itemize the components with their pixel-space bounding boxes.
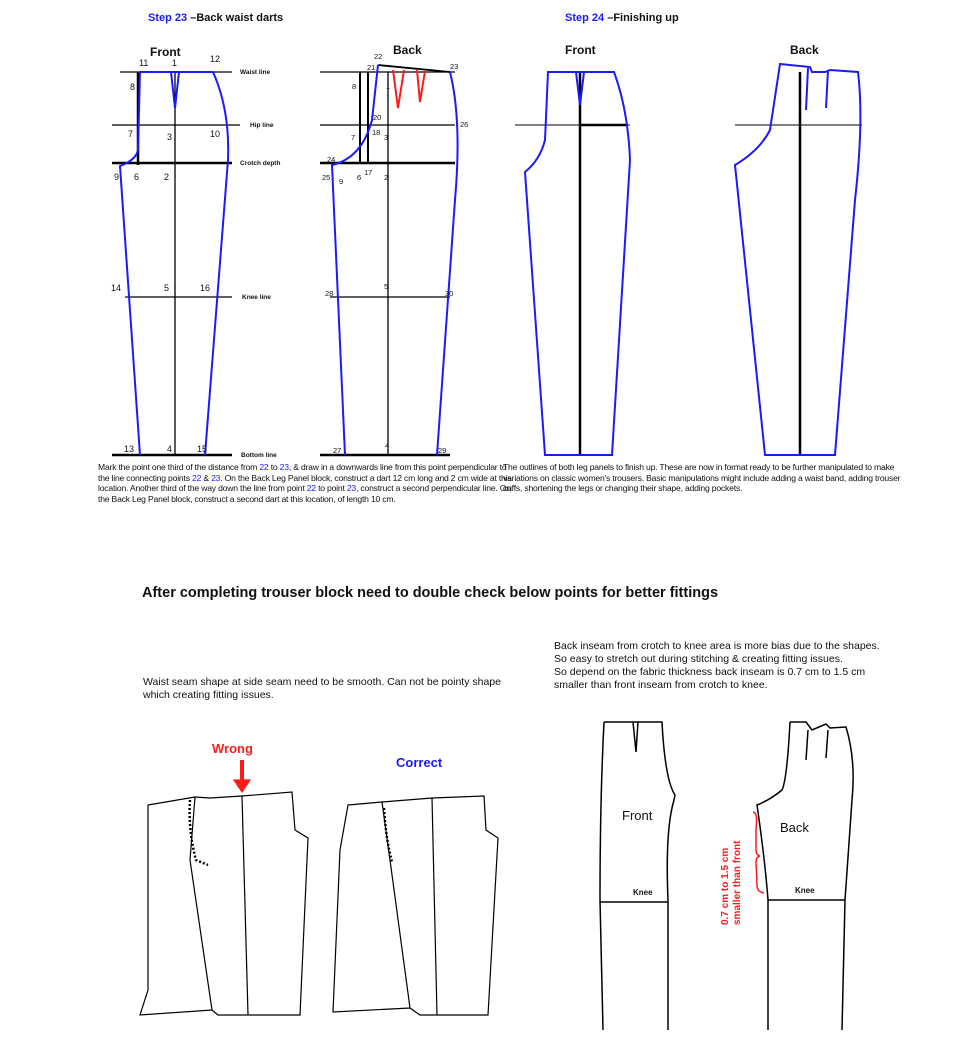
desc-text: . On the Back Leg Panel block, construct a dart 12 cm long and 2 cm wide at this location. Another third of the way down the line from point	[98, 472, 512, 494]
wrong-example	[140, 741, 308, 1015]
point-label: 2	[164, 172, 170, 182]
step24-front-diagram	[515, 43, 630, 455]
point-ref: 22	[259, 462, 269, 472]
point-label: 17	[364, 168, 373, 177]
back-label: Back	[780, 820, 809, 835]
desc-text: Mark the point one third of the distance from	[98, 462, 260, 472]
point-ref: 22	[306, 483, 316, 494]
crotch-depth-label: Crotch depth	[240, 160, 281, 167]
point-label: 10	[210, 129, 221, 139]
step23-front-diagram	[112, 45, 240, 455]
knee-line-label: Knee line	[242, 294, 271, 301]
front-heading: Front	[565, 43, 596, 57]
point-label: 24	[327, 155, 336, 164]
point-label: 18	[372, 128, 381, 137]
inseam-front-pattern	[600, 722, 675, 1030]
back-heading: Back	[790, 43, 819, 57]
point-label: 22	[374, 52, 383, 61]
point-label: 25	[322, 173, 331, 182]
difference-label: 0.7 cm to 1.5 cm	[720, 847, 731, 925]
point-label: 15	[197, 444, 208, 454]
step23-back-diagram	[320, 43, 458, 455]
waist-line-label: Waist line	[240, 69, 271, 76]
back-heading: Back	[393, 43, 422, 57]
point-label: 3	[167, 132, 173, 142]
front-label: Front	[622, 808, 653, 823]
point-label: 5	[384, 282, 389, 291]
knee-label: Knee	[795, 886, 815, 895]
point-label: 30	[445, 289, 454, 298]
point-label: 12	[210, 54, 221, 64]
step-title-text: –Back waist darts	[187, 12, 284, 24]
point-label: 3	[384, 133, 389, 142]
down-arrow-icon	[234, 780, 250, 792]
point-ref: 23	[211, 472, 221, 483]
point-label: 1	[172, 58, 178, 68]
wrong-label: Wrong	[212, 741, 253, 756]
point-label: 6	[357, 173, 362, 182]
point-label: 7	[128, 129, 134, 139]
point-label: 26	[460, 120, 469, 129]
point-label: 13	[124, 444, 135, 454]
point-label: 4	[167, 444, 173, 454]
point-ref: 23	[279, 462, 289, 472]
point-label: 6	[134, 172, 140, 182]
difference-label: smaller than front	[732, 840, 743, 925]
point-label: 4	[385, 441, 390, 450]
knee-label: Knee	[633, 888, 653, 897]
point-label: 5	[164, 283, 170, 293]
point-label: 8	[130, 82, 136, 92]
point-label: 9	[114, 172, 120, 182]
bottom-line-label: Bottom line	[241, 452, 277, 459]
back-point-labels	[322, 52, 468, 455]
inseam-back-pattern	[720, 722, 853, 1030]
point-label: 1	[386, 82, 391, 91]
point-label: 23	[450, 62, 459, 71]
step-title-text: –Finishing up	[604, 12, 679, 24]
step24-description: The outlines of both leg panels to finish up. These are now in format ready to be further manipulated to make variations on classic women's trousers. Basic manipulations might include adding a waist band, adding trouser cuffs, shortening the legs or changing their shape, adding pockets.	[503, 462, 901, 494]
point-label: 20	[373, 113, 382, 122]
line-labels	[240, 69, 280, 459]
point-label: 28	[325, 289, 334, 298]
point-label: 11	[139, 58, 149, 68]
correct-example	[333, 755, 498, 1015]
point-label: 29	[438, 446, 447, 455]
point-label: 2	[384, 173, 389, 182]
waist-seam-note: Waist seam shape at side seam need to be smooth. Can not be pointy shape which creating fitting issues.	[143, 676, 501, 701]
point-label: 16	[200, 283, 211, 293]
point-label: 21	[367, 63, 376, 72]
desc-text: to point	[315, 483, 347, 494]
brace-icon	[753, 812, 764, 893]
point-ref: 23	[346, 483, 357, 494]
point-ref: 22	[191, 472, 202, 483]
point-label: 27	[333, 446, 342, 455]
desc-text: , construct a second perpendicular line. On the Back Leg Panel block, construct a second dart at this location, of length 10 cm.	[98, 483, 511, 504]
step-number: Step 24	[565, 12, 605, 24]
point-label: 14	[111, 283, 122, 293]
hip-line-label: Hip line	[250, 122, 274, 129]
desc-text: , & draw in a downwards line from this point perpendicular to the line connecting points	[98, 462, 507, 483]
desc-text: &	[201, 472, 212, 483]
step23-description	[98, 462, 513, 504]
correct-label: Correct	[396, 755, 443, 770]
front-heading: Front	[150, 45, 181, 59]
step24-back-diagram	[735, 43, 862, 455]
step-number: Step 23	[148, 12, 188, 24]
point-label: 7	[351, 133, 356, 142]
point-label: 8	[352, 82, 357, 91]
inseam-note: Back inseam from crotch to knee area is more bias due to the shapes. So easy to stretch out during stitching & creating fitting issues. So depend on the fabric thickness back inseam is 0.7 cm to 1.5 cm smaller than front inseam from crotch to knee.	[554, 640, 880, 691]
desc-text: to	[268, 462, 280, 472]
point-label: 9	[339, 177, 344, 186]
section-heading: After completing trouser block need to double check below points for better fittings	[142, 585, 719, 601]
front-point-labels	[111, 54, 220, 454]
